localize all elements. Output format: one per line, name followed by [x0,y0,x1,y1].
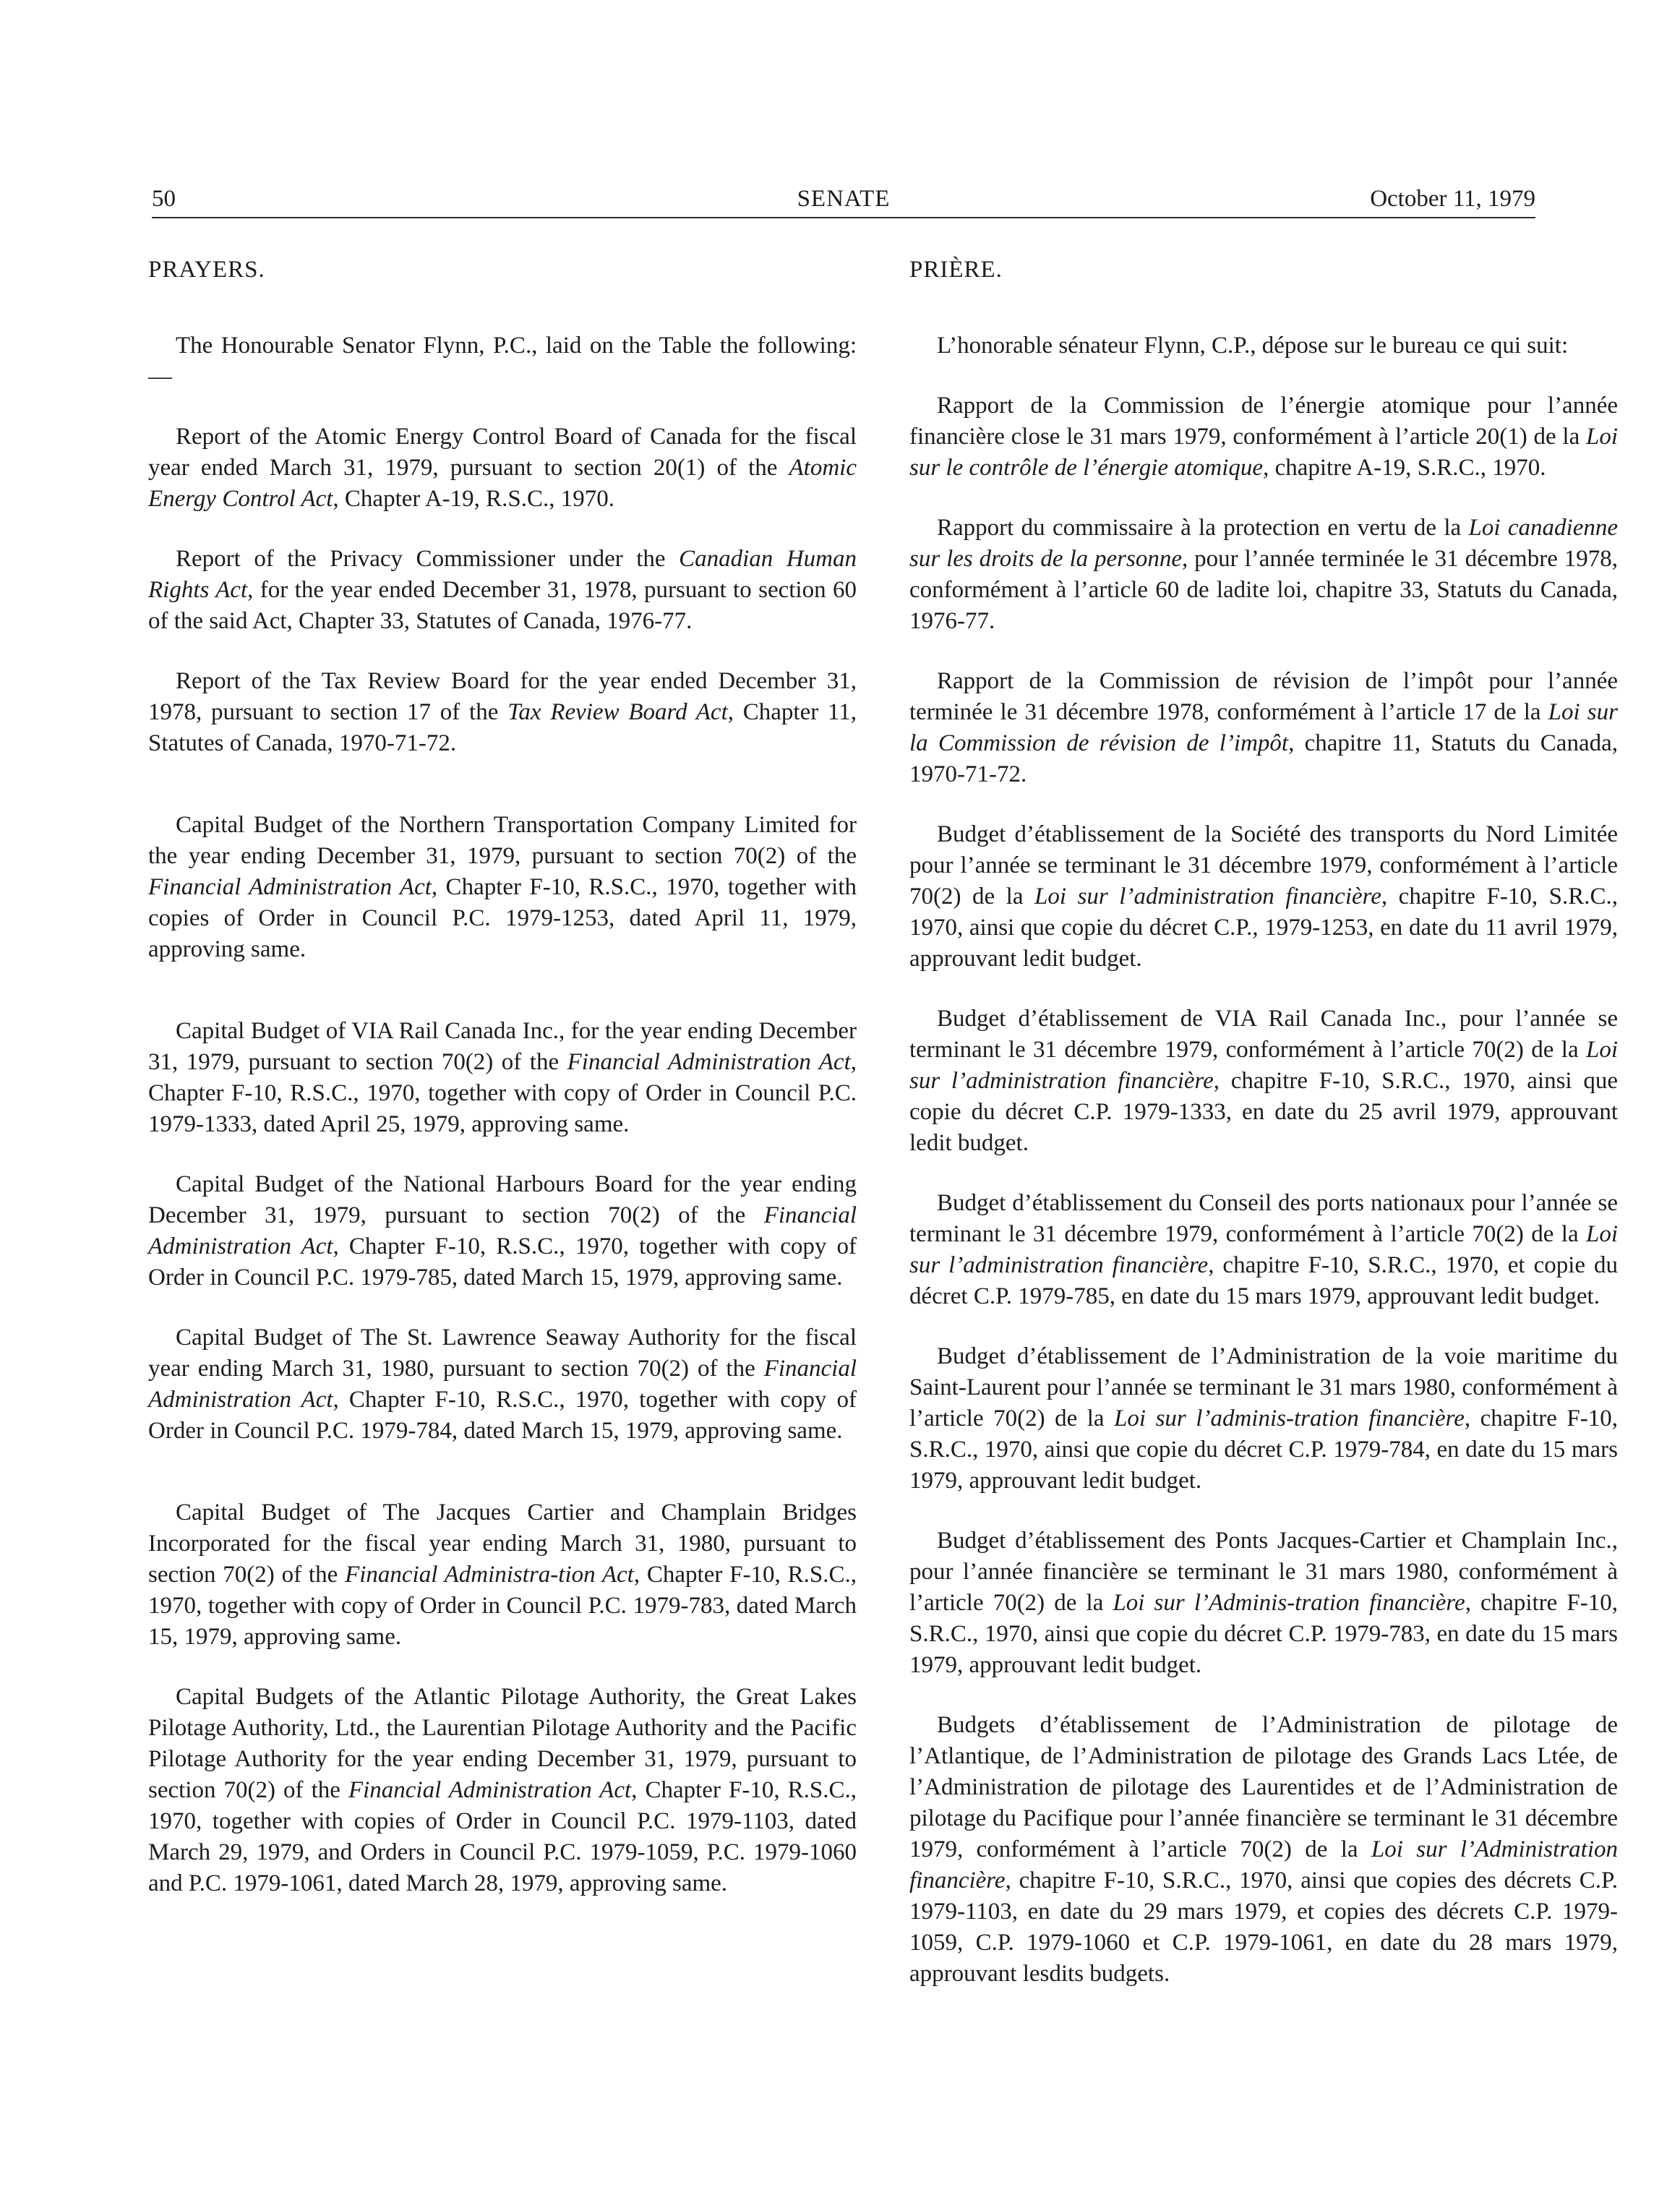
text-run: , chapitre 11, Statuts du Canada, 1970-71-72. [909,730,1618,787]
text-run: L’honorable sénateur Flynn, C.P., dépose sur le bureau ce qui suit: [937,333,1569,359]
italic-citation: Financial Administration Act [148,874,432,900]
text-run: Rapport du commissaire à la protection en vertu de la [937,515,1469,541]
italic-citation: Loi sur l’administration financière [909,1221,1618,1278]
italic-citation: Financial Administration Act [148,1202,857,1259]
text-run: , chapitre A-19, S.R.C., 1970. [1263,455,1546,481]
paragraph [909,1188,1618,1312]
text-run: Budget d’établissement de la Société des transports du Nord Limitée pour l’année se terminant le 31 décembre 1979, conformément à l’article 70(2) de la [909,821,1618,910]
text-run: Report of the Atomic Energy Control Board of Canada for the fiscal year ended March 31, 1979, pursuant to section 20(1) of the [148,424,857,481]
italic-citation: Canadian Human Rights Act [148,546,857,603]
paragraph [148,544,857,637]
paragraph [148,422,857,515]
italic-citation: Loi canadienne sur les droits de la personne [909,515,1618,572]
paragraph [148,330,857,393]
text-run: , Chapter F-10, R.S.C., 1970, together with copies of Order in Council P.C. 1979-1103, dated March 29, 1979, and Orders in Council P.C. 1979-1059, P.C. 1979-1060 and P.C. 1979-1061, dated March 28, 1979, approving same. [148,1777,857,1896]
italic-citation: Tax Review Board Act [507,699,728,725]
page-header [152,181,1535,217]
text-run: , for the year ended December 31, 1978, pursuant to section 60 of the said Act, Chapter 33, Statutes of Canada, 1976-77. [148,577,857,634]
italic-citation: Financial Administration Act [567,1049,851,1075]
french-column [909,254,1618,1990]
text-run: , chapitre F-10, S.R.C., 1970, ainsi que copie du décret C.P. 1979-783, en date du 15 mars 1979, approuvant ledit budget. [909,1590,1618,1678]
english-paragraphs [148,330,857,1899]
page-title: SENATE [797,186,891,212]
paragraph [909,1341,1618,1497]
text-run: Budget d’établissement de l’Administration de la voie maritime du Saint-Laurent pour l’année se terminant le 31 mars 1980, conformément à l’article 70(2) de la [909,1343,1618,1432]
text-run: Budget d’établissement du Conseil des ports nationaux pour l’année se terminant le 31 décembre 1979, conformément à l’article 70(2) de la [909,1190,1618,1247]
paragraph [148,1322,857,1447]
text-run: , Chapter A-19, R.S.C., 1970. [333,486,615,512]
paragraph [148,810,857,965]
header-rule [152,217,1535,218]
page-number: 50 [152,186,176,212]
text-run: Capital Budgets of the Atlantic Pilotage Authority, the Great Lakes Pilotage Authority, Ltd., the Laurentian Pilotage Authority and the Pacific Pilotage Authority for the year ending December 31, 1979, pursuant to section 70(2) of the [148,1684,857,1803]
italic-citation: Financial Administration Act [148,1356,857,1413]
paragraph [148,1016,857,1140]
text-run: Capital Budget of VIA Rail Canada Inc., for the year ending December 31, 1979, pursuant to section 70(2) of the [148,1018,857,1075]
italic-citation: Loi sur l’Administration financière [909,1836,1618,1894]
paragraph [909,1710,1618,1990]
italic-citation: Atomic Energy Control Act [148,455,857,512]
text-run: , chapitre F-10, S.R.C., 1970, ainsi que copies des décrets C.P. 1979-1103, en date du 29 mars 1979, et copies des décrets C.P. 1979-1059, C.P. 1979-1060 et C.P. 1979-1061, en date du 28 mars 1979, approuvant lesdits budgets. [909,1867,1618,1987]
text-run: Capital Budget of the Northern Transportation Company Limited for the year ending December 31, 1979, pursuant to section 70(2) of the [148,812,857,869]
paragraph [909,819,1618,975]
italic-citation: Loi sur l’Adminis-tration financière [1113,1590,1465,1616]
text-run: , chapitre F-10, S.R.C., 1970, ainsi que copie du décret C.P. 1979-784, en date du 15 mars 1979, approuvant ledit budget. [909,1405,1618,1494]
text-run: , chapitre F-10, S.R.C., 1970, et copie du décret C.P. 1979-785, en date du 15 mars 1979, approuvant ledit budget. [909,1252,1618,1309]
italic-citation: Loi sur l’administration financière [909,1037,1618,1094]
italic-citation: Loi sur l’adminis-tration financière [1114,1405,1465,1432]
italic-citation: Loi sur la Commission de révision de l’impôt [909,699,1618,756]
section-heading-french: PRIÈRE. [909,257,1003,283]
paragraph [909,1526,1618,1681]
text-run: Report of the Tax Review Board for the year ended December 31, 1978, pursuant to section 17 of the [148,668,857,725]
text-run: Capital Budget of The Jacques Cartier and Champlain Bridges Incorporated for the fiscal year ending March 31, 1980, pursuant to section 70(2) of the [148,1499,857,1588]
text-run: , Chapter F-10, R.S.C., 1970, together with copy of Order in Council P.C. 1979-784, dated March 15, 1979, approving same. [148,1387,857,1444]
text-run: , Chapter F-10, R.S.C., 1970, together with copies of Order in Council P.C. 1979-1253, dated April 11, 1979, approving same. [148,874,857,962]
paragraph [909,513,1618,637]
text-run: Budgets d’établissement de l’Administration de pilotage de l’Atlantique, de l’Administration de pilotage des Grands Lacs Ltée, de l’Administration de pilotage des Laurentides et de l’Administration de pilotage du Pacifique pour l’année financière se terminant le 31 décembre 1979, conformément à l’article 70(2) de la [909,1712,1618,1862]
italic-citation: Loi sur le contrôle de l’énergie atomique [909,424,1618,481]
text-run: , chapitre F-10, S.R.C., 1970, ainsi que copie du décret C.P., 1979-1253, en date du 11 avril 1979, approuvant ledit budget. [909,883,1618,972]
text-run: Budget d’établissement des Ponts Jacques-Cartier et Champlain Inc., pour l’année financière se terminant le 31 mars 1980, conformément à l’article 70(2) de la [909,1528,1618,1616]
paragraph [148,1169,857,1293]
text-run: , chapitre F-10, S.R.C., 1970, ainsi que copie du décret C.P. 1979-1333, en date du 25 avril 1979, approuvant ledit budget. [909,1068,1618,1156]
italic-citation: Financial Administration Act [348,1777,632,1803]
paragraph [148,666,857,759]
italic-citation: Financial Administra-tion Act [345,1562,634,1588]
italic-citation: Loi sur l’administration financière [1034,883,1381,910]
paragraph [909,390,1618,484]
paragraph [148,1497,857,1653]
section-heading-english: PRAYERS. [148,257,265,283]
text-run: Rapport de la Commission de révision de l’impôt pour l’année terminée le 31 décembre 1978, conformément à l’article 17 de la [909,668,1618,725]
text-run: Capital Budget of the National Harbours Board for the year ending December 31, 1979, pursuant to section 70(2) of the [148,1171,857,1228]
text-run: , Chapter F-10, R.S.C., 1970, together with copy of Order in Council P.C. 1979-785, dated March 15, 1979, approving same. [148,1233,857,1291]
text-run: , pour l’année terminée le 31 décembre 1978, conformément à l’article 60 de ladite loi, chapitre 33, Statuts du Canada, 1976-77. [909,546,1618,634]
text-run: Report of the Privacy Commissioner under the [176,546,680,572]
paragraph [909,666,1618,790]
paragraph [148,1682,857,1899]
text-run: , Chapter F-10, R.S.C., 1970, together with copy of Order in Council P.C. 1979-1333, dated April 25, 1979, approving same. [148,1049,857,1137]
text-run: , Chapter 11, Statutes of Canada, 1970-71-72. [148,699,857,756]
english-column [148,254,857,1899]
paragraph [909,1004,1618,1159]
text-run: The Honourable Senator Flynn, P.C., laid on the Table the following:— [148,333,857,390]
french-paragraphs [909,330,1618,1990]
text-run: Budget d’établissement de VIA Rail Canada Inc., pour l’année se terminant le 31 décembre 1979, conformément à l’article 70(2) de la [909,1006,1618,1063]
paragraph [909,330,1618,361]
text-run: Rapport de la Commission de l’énergie atomique pour l’année financière close le 31 mars 1979, conformément à l’article 20(1) de la [909,393,1618,450]
page-date: October 11, 1979 [1370,186,1535,212]
text-run: , Chapter F-10, R.S.C., 1970, together with copy of Order in Council P.C. 1979-783, dated March 15, 1979, approving same. [148,1562,857,1650]
text-run: Capital Budget of The St. Lawrence Seaway Authority for the fiscal year ending March 31, 1980, pursuant to section 70(2) of the [148,1325,857,1382]
